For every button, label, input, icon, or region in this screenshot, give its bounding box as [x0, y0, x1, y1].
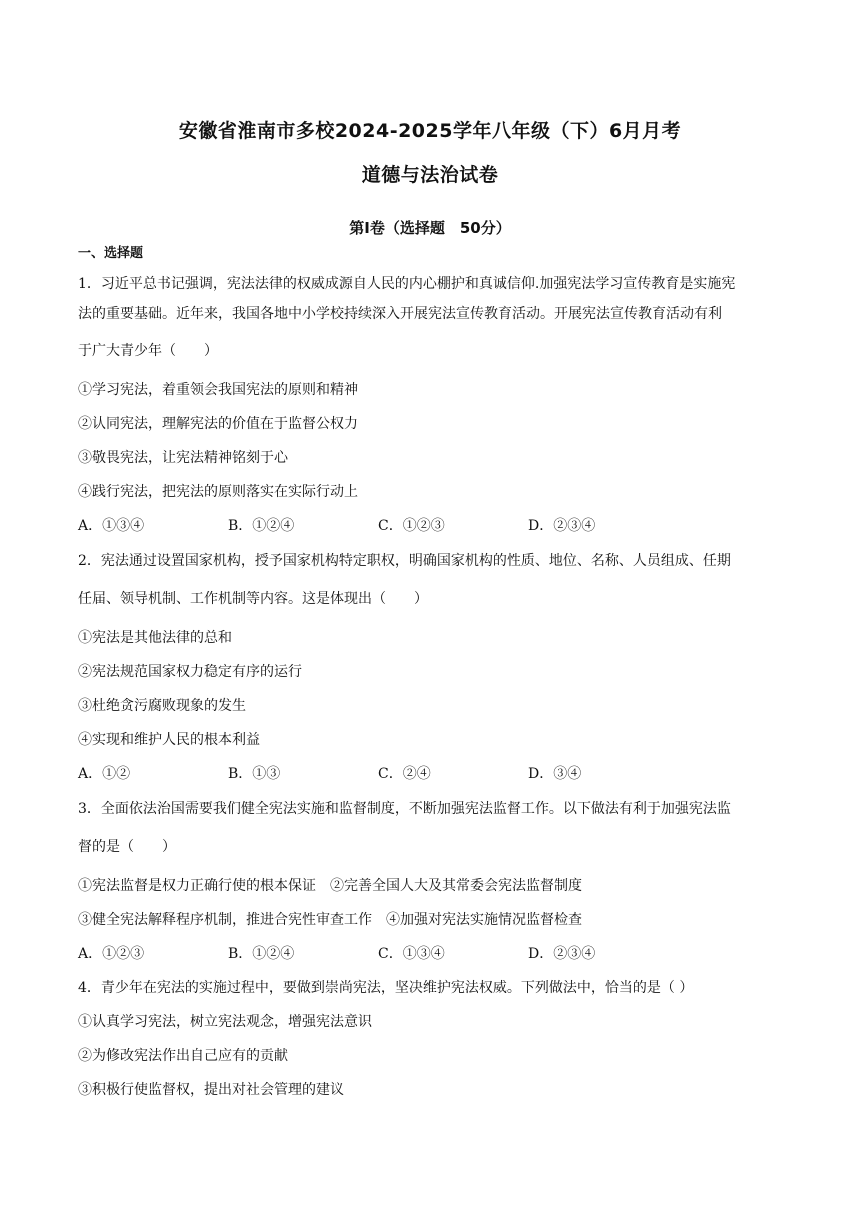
question-1-choice-c: C．①②③	[378, 518, 445, 534]
question-4-option-1: ①认真学习宪法，树立宪法观念，增强宪法意识	[78, 1014, 372, 1030]
question-1-stem-line-1: 1．习近平总书记强调，宪法法律的权威成源自人民的内心棚护和真诚信仰.加强宪法学习宣传教育是实施宪	[78, 276, 736, 292]
question-1-option-2: ②认同宪法，理解宪法的价值在于监督公权力	[78, 416, 358, 432]
question-2-option-2: ②宪法规范国家权力稳定有序的运行	[78, 664, 302, 680]
question-2-stem-line-2: 任届、领导机制、工作机制等内容。这是体现出（ ）	[78, 591, 428, 607]
question-1-stem-line-3: 于广大青少年（ ）	[78, 343, 218, 359]
question-1-choice-d: D．②③④	[528, 518, 596, 534]
question-1-choice-b: B．①②④	[228, 518, 295, 534]
question-4-option-2: ②为修改宪法作出自己应有的贡献	[78, 1048, 288, 1064]
question-1-option-4: ④践行宪法，把宪法的原则落实在实际行动上	[78, 484, 358, 500]
question-2-choice-c: C．②④	[378, 766, 431, 782]
question-3-stem-line-1: 3．全面依法治国需要我们健全宪法实施和监督制度，不断加强宪法监督工作。以下做法有利于加强宪法监	[78, 801, 731, 817]
question-2-choice-b: B．①③	[228, 766, 281, 782]
part-heading: 一、选择题	[78, 246, 144, 261]
question-3-stem-line-2: 督的是（ ）	[78, 839, 176, 855]
section-title: 第Ⅰ卷（选择题 50分）	[349, 219, 511, 237]
question-3-choice-b: B．①②④	[228, 946, 295, 962]
question-3-option-1: ①宪法监督是权力正确行使的根本保证 ②完善全国人大及其常委会宪法监督制度	[78, 878, 582, 894]
question-4-stem-line-1: 4．青少年在宪法的实施过程中，要做到崇尚宪法，坚决维护宪法权威。下列做法中，恰当的是（ ）	[78, 980, 694, 996]
exam-title-line1: 安徽省淮南市多校2024-2025学年八年级（下）6月月考	[178, 120, 682, 142]
question-2-stem-line-1: 2．宪法通过设置国家机构，授予国家机构特定职权，明确国家机构的性质、地位、名称、人员组成、任期	[78, 553, 731, 569]
question-1-option-3: ③敬畏宪法，让宪法精神铭刻于心	[78, 450, 288, 466]
question-2-choice-a: A．①②	[78, 766, 131, 782]
question-1-choice-a: A．①③④	[78, 518, 145, 534]
question-1-stem-line-2: 法的重要基础。近年来，我国各地中小学校持续深入开展宪法宣传教育活动。开展宪法宣传教育活动有利	[78, 306, 722, 322]
question-2-option-1: ①宪法是其他法律的总和	[78, 630, 232, 646]
question-2-choice-d: D．③④	[528, 766, 582, 782]
question-2-option-4: ④实现和维护人民的根本利益	[78, 732, 260, 748]
question-3-option-2: ③健全宪法解释程序机制，推进合宪性审查工作 ④加强对宪法实施情况监督检查	[78, 912, 582, 928]
question-1-option-1: ①学习宪法，着重领会我国宪法的原则和精神	[78, 382, 358, 398]
question-4-option-3: ③积极行使监督权，提出对社会管理的建议	[78, 1082, 344, 1098]
exam-title-line2: 道德与法治试卷	[361, 164, 499, 186]
question-3-choice-d: D．②③④	[528, 946, 596, 962]
question-2-option-3: ③杜绝贪污腐败现象的发生	[78, 698, 246, 714]
question-3-choice-a: A．①②③	[78, 946, 145, 962]
question-3-choice-c: C．①③④	[378, 946, 445, 962]
